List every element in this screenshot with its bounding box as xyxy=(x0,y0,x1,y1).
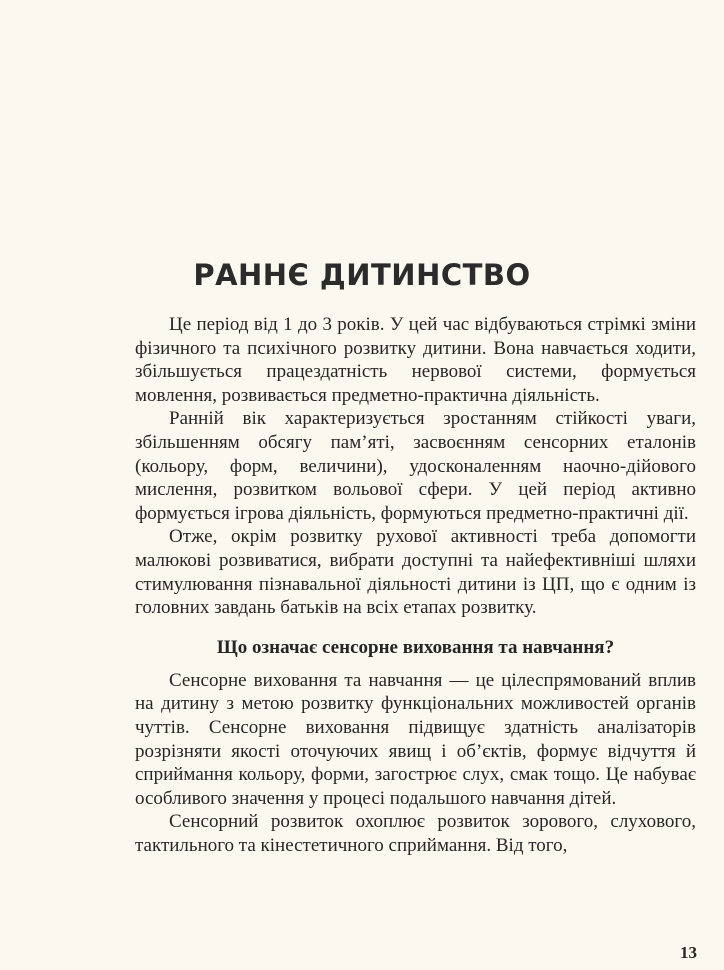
section-subheading: Що означає сенсорне виховання та навчання? xyxy=(216,636,615,658)
paragraph-sensory-development: Сенсорний розвиток охоплює розвиток зорового, слухового, тактильного та кінестетичного сприймання. Від того, xyxy=(135,811,696,856)
paragraph-early-childhood-period: Це період від 1 до 3 років. У цей час відбуваються стрімкі зміни фізичного та психічного розвитку дитини. Вона навчається ходити, збільшується працездатність нервової системи, формується мовлення, розвивається предметно-практична діяльність. xyxy=(135,314,696,406)
chapter-title: РАННЄ ДИТИНСТВО xyxy=(193,258,531,292)
page-number: 13 xyxy=(680,943,697,962)
paragraph-early-age-characteristics: Ранній вік характеризується зростанням стійкості уваги, збільшенням обсягу пам’яті, засвоєнням сенсорних еталонів (кольору, форм, величини), удосконаленням наочно-дійового мислення, розвитком вольової сфери. У цей період активно формується ігрова діяльність, формуються предметно-практичні дії. xyxy=(135,408,696,524)
paragraph-parents-tasks: Отже, окрім розвитку рухової активності треба допомогти малюкові розвиватися, вибрати доступні та найефективніші шляхи стимулювання пізнавальної діяльності дитини із ЦП, що є одним із головних завдань батьків на всіх етапах розвитку. xyxy=(135,526,696,619)
page-body xyxy=(135,313,696,857)
paragraph-sensory-education: Сенсорне виховання та навчання — це цілеспрямований вплив на дитину з метою розвитку функціональних можливостей органів чуттів. Сенсорне виховання підвищує здатність аналізаторів розрізняти якості оточуючих явищ і об’єктів, формує відчуття й сприймання кольору, форми, загострює слух, смак тощо. Це набуває особливого значення у процесі подальшого навчання дітей. xyxy=(135,669,696,809)
